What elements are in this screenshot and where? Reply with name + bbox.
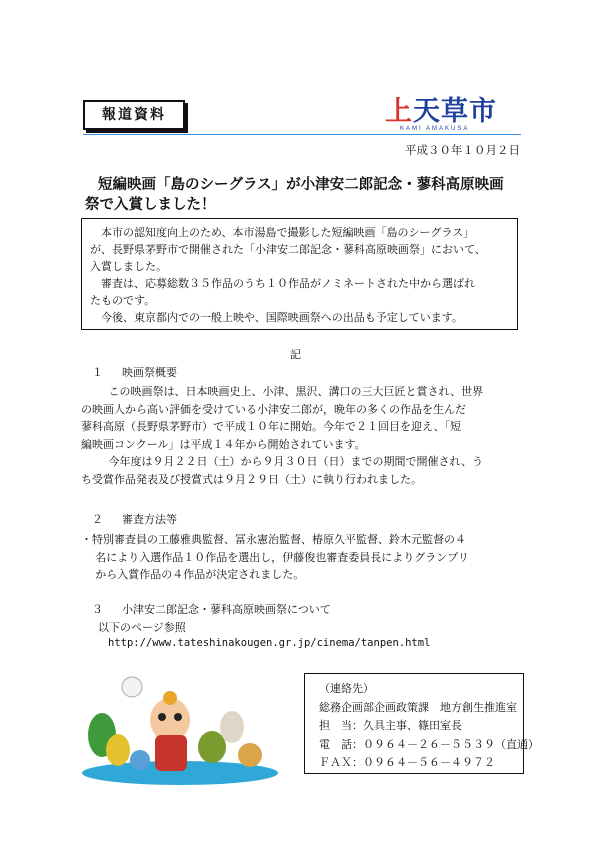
contact-fax: ＦＡＸ：０９６４－５６－４９７２ [319, 756, 495, 769]
shell-character [220, 711, 244, 743]
fish-character [130, 750, 150, 770]
logo-subtext: KAMI AMAKUSA [400, 126, 470, 132]
section-number: １ [92, 366, 103, 379]
body-line: ち受賞作品発表及び授賞式は９月２９日（土）に執り行われました。 [81, 472, 422, 486]
section-1-body [81, 383, 521, 488]
body-line: ・特別審査員の工藤雅典監督、冨永憲治監督、椿原久平監督、鈴木元監督の４ [81, 533, 466, 546]
section-title: 映画祭概要 [122, 366, 177, 379]
plant-character [198, 731, 226, 763]
section-1-heading [92, 364, 177, 381]
page-title [85, 175, 525, 215]
section-title: 小津安二郎記念・蓼科高原映画祭について [122, 603, 331, 616]
header-divider [83, 134, 521, 135]
body-line: 名により入選作品１０作品を選出し，伊藤俊也審査委員長によりグランプリ [95, 550, 469, 564]
section-2-body [81, 531, 521, 584]
city-logo [385, 97, 520, 137]
body-line: この映画祭は、日本映画史上、小津、黒沢、溝口の三大巨匠と賞され、世界 [108, 385, 484, 398]
title-line-1: 短編映画「島のシーグラス」が小津安二郎記念・蓼科高原映画 [98, 177, 504, 193]
festival-url-link[interactable]: http://www.tateshinakougen.gr.jp/cinema/tanpen.html [108, 637, 431, 649]
summary-text: たものです。 [90, 294, 156, 307]
mascot-crest [163, 691, 177, 705]
title-line-2: 祭で入賞しました！ [85, 197, 216, 213]
fruit-character [238, 743, 262, 767]
contact-department: 総務企画部企画政策課 地方創生推進室 [319, 700, 517, 714]
release-date: 平成３０年１０月２日 [405, 143, 520, 157]
contact-box [304, 673, 539, 774]
mascot-body [155, 735, 187, 771]
sun-character [106, 734, 130, 766]
mascot-eye [174, 713, 182, 721]
body-line: 蓼科高原（長野県茅野市）で平成１０年に開始。今年で２１回目を迎え、「短 [81, 420, 462, 433]
summary-text: が、長野県茅野市で開催された「小津安二郎記念・蓼科高原映画祭」において、 [90, 243, 486, 256]
section-3-heading [92, 601, 331, 618]
summary-text: 入賞しました。 [90, 260, 167, 273]
section-title: 審査方法等 [122, 513, 177, 526]
bird-character [122, 677, 142, 697]
summary-box [81, 218, 518, 330]
summary-text: 今後、東京都内での一般上映や、国際映画祭への出品も予定しています。 [101, 311, 463, 324]
section-number: ２ [92, 513, 103, 526]
body-line: 今年度は９月２２日（土）から９月３０日（日）までの期間で開催され、う [108, 455, 484, 468]
body-line: の映画人から高い評価を受けている小津安二郎が，晩年の多くの作品を生んだ [81, 402, 466, 416]
ki-marker: 記 [290, 348, 301, 361]
section-number: ３ [92, 603, 103, 616]
section-2-heading [92, 511, 177, 528]
contact-heading: （連絡先） [319, 682, 374, 695]
body-line: 編映画コンクール」は平成１４年から開始されています。 [81, 437, 366, 451]
mascot-eye [158, 713, 166, 721]
mascot-illustration [80, 665, 280, 785]
contact-person: 担 当：久具主事、篠田室長 [319, 719, 462, 732]
contact-phone: 電 話：０９６４－２６－５５３９（直通） [319, 737, 539, 751]
logo-wordmark: 上天草市 [385, 96, 497, 127]
section-3-subtext: 以下のページ参照 [98, 621, 186, 634]
press-release-label: 報道資料 [83, 100, 185, 130]
summary-text: 審査は、応募総数３５作品のうち１０作品がノミネートされた中から選ばれ [101, 277, 475, 290]
summary-text: 本市の認知度向上のため、本市湯島で撮影した短編映画「島のシーグラス」 [101, 226, 475, 239]
body-line: から入賞作品の４作品が決定されました。 [95, 568, 305, 581]
